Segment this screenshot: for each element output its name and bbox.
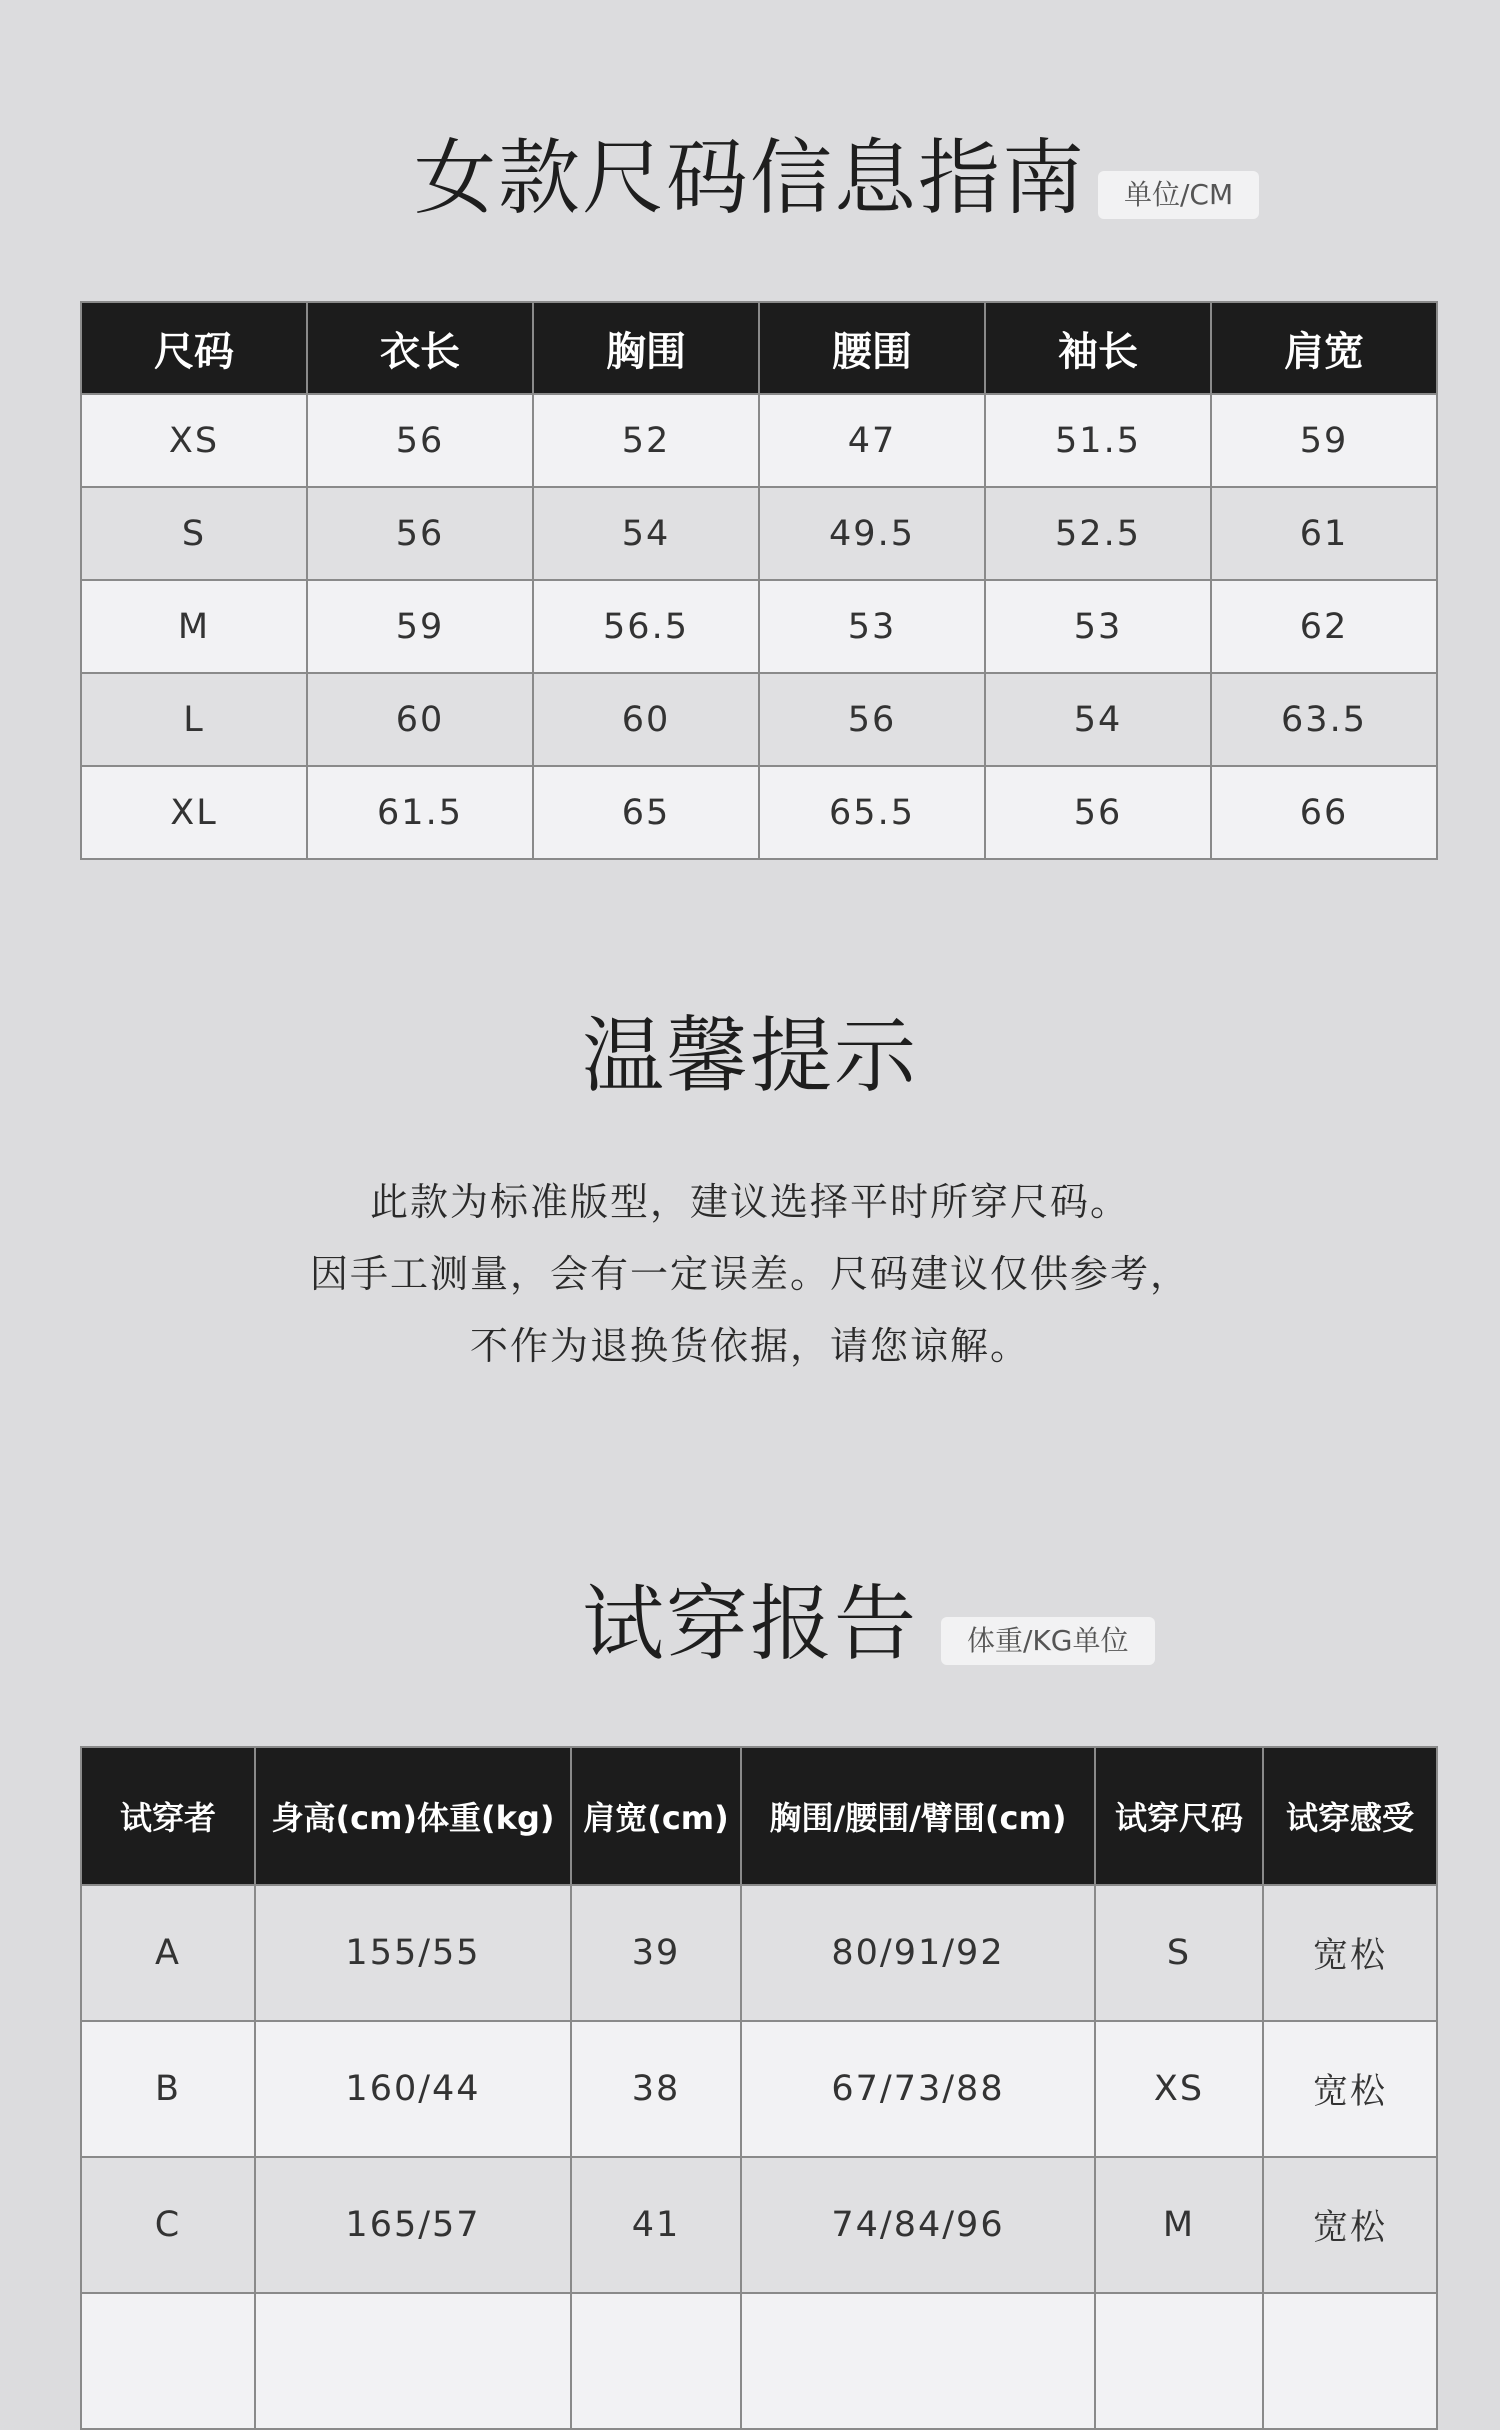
table-row	[81, 580, 1437, 673]
size-guide-header	[0, 131, 1500, 226]
table-cell: 80/91/92	[741, 1885, 1095, 2021]
table-cell: 74/84/96	[741, 2157, 1095, 2293]
try-on-header	[0, 1577, 1500, 1672]
table-cell: 56.5	[533, 580, 759, 673]
try-on-unit-badge: 体重/KG单位	[941, 1617, 1155, 1665]
try-on-title: 试穿报告	[581, 1577, 918, 1672]
waist-col-header: 腰围	[759, 302, 985, 394]
table-cell: B	[81, 2021, 255, 2157]
measurements-col-header: 胸围/腰围/臂围(cm)	[741, 1747, 1095, 1885]
table-cell: 65.5	[759, 766, 985, 859]
table-cell: 38	[571, 2021, 741, 2157]
table-cell: XS	[1095, 2021, 1263, 2157]
table-row	[81, 487, 1437, 580]
table-cell: 60	[533, 673, 759, 766]
table-row	[81, 2293, 1437, 2429]
table-cell: 56	[307, 394, 533, 487]
tried-size-col-header: 试穿尺码	[1095, 1747, 1263, 1885]
table-row	[81, 766, 1437, 859]
table-cell	[1095, 2293, 1263, 2429]
table-cell: 宽松	[1263, 1885, 1437, 2021]
table-cell: 61.5	[307, 766, 533, 859]
height-weight-col-header: 身高(cm)体重(kg)	[255, 1747, 571, 1885]
table-cell: 53	[985, 580, 1211, 673]
length-col-header: 衣长	[307, 302, 533, 394]
tips-line: 因手工测量，会有一定误差。尺码建议仅供参考，	[309, 1252, 1190, 1296]
table-cell: 56	[759, 673, 985, 766]
table-cell: 52	[533, 394, 759, 487]
try-on-header-row	[81, 1747, 1437, 1885]
table-cell	[1263, 2293, 1437, 2429]
size-unit-badge: 单位/CM	[1098, 171, 1259, 219]
table-cell: 47	[759, 394, 985, 487]
table-cell: 49.5	[759, 487, 985, 580]
feeling-col-header: 试穿感受	[1263, 1747, 1437, 1885]
table-cell: 59	[1211, 394, 1437, 487]
table-row	[81, 1885, 1437, 2021]
table-row	[81, 2021, 1437, 2157]
tips-text	[0, 1166, 1500, 1382]
table-cell: 67/73/88	[741, 2021, 1095, 2157]
table-cell: 宽松	[1263, 2021, 1437, 2157]
table-cell: M	[1095, 2157, 1263, 2293]
table-cell: 39	[571, 1885, 741, 2021]
try-on-table	[80, 1746, 1438, 2430]
table-cell	[741, 2293, 1095, 2429]
table-cell: M	[81, 580, 307, 673]
table-cell: 160/44	[255, 2021, 571, 2157]
table-cell: S	[1095, 1885, 1263, 2021]
table-cell: XS	[81, 394, 307, 487]
table-cell: L	[81, 673, 307, 766]
tester-col-header: 试穿者	[81, 1747, 255, 1885]
table-cell: 52.5	[985, 487, 1211, 580]
size-col-header: 尺码	[81, 302, 307, 394]
table-cell: 62	[1211, 580, 1437, 673]
table-cell: 54	[985, 673, 1211, 766]
tips-line: 不作为退换货依据，请您谅解。	[469, 1324, 1030, 1368]
chest-col-header: 胸围	[533, 302, 759, 394]
table-cell: 56	[985, 766, 1211, 859]
table-cell: S	[81, 487, 307, 580]
size-table	[80, 301, 1438, 860]
table-row	[81, 673, 1437, 766]
table-cell: A	[81, 1885, 255, 2021]
table-cell: 宽松	[1263, 2157, 1437, 2293]
shoulder-col-header: 肩宽	[1211, 302, 1437, 394]
table-cell: 53	[759, 580, 985, 673]
table-cell: 61	[1211, 487, 1437, 580]
table-cell: 56	[307, 487, 533, 580]
table-cell: 41	[571, 2157, 741, 2293]
table-cell: 66	[1211, 766, 1437, 859]
tips-line: 此款为标准版型，建议选择平时所穿尺码。	[369, 1180, 1130, 1224]
table-cell: 54	[533, 487, 759, 580]
table-cell: 59	[307, 580, 533, 673]
table-cell: XL	[81, 766, 307, 859]
table-cell: 51.5	[985, 394, 1211, 487]
table-row	[81, 394, 1437, 487]
table-cell	[255, 2293, 571, 2429]
tips-title: 温馨提示	[581, 1009, 918, 1104]
table-row	[81, 2157, 1437, 2293]
sleeve-col-header: 袖长	[985, 302, 1211, 394]
table-cell: 155/55	[255, 1885, 571, 2021]
table-cell	[81, 2293, 255, 2429]
tips-header	[0, 1009, 1500, 1104]
size-table-header-row	[81, 302, 1437, 394]
table-cell: C	[81, 2157, 255, 2293]
shoulder-col-header: 肩宽(cm)	[571, 1747, 741, 1885]
table-cell: 60	[307, 673, 533, 766]
size-guide-title: 女款尺码信息指南	[413, 131, 1086, 226]
table-cell: 65	[533, 766, 759, 859]
table-cell: 63.5	[1211, 673, 1437, 766]
table-cell: 165/57	[255, 2157, 571, 2293]
table-cell	[571, 2293, 741, 2429]
